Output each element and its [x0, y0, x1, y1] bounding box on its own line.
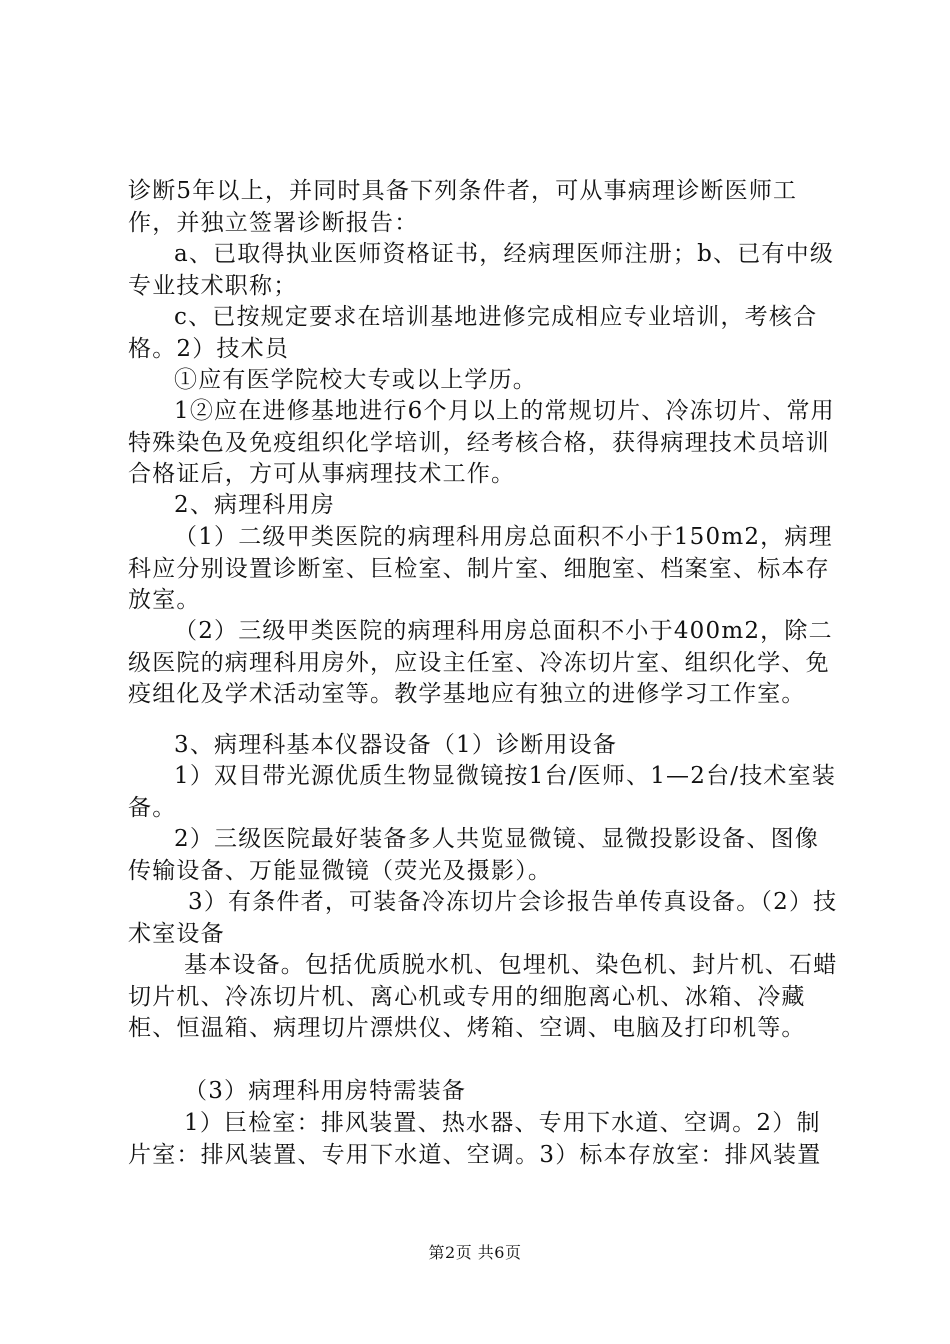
paragraph-condition-a-b: a、已取得执业医师资格证书，经病理医师注册；b、已有中级专业技术职称；	[128, 241, 835, 299]
paragraph-rooms-level2: （1）二级甲类医院的病理科用房总面积不小于150m2，病理科应分别设置诊断室、巨检室、制片室、细胞室、档案室、标本存放室。	[128, 524, 833, 613]
heading-equipment: 3、病理科基本仪器设备（1）诊断用设备	[174, 732, 618, 758]
paragraph-level3-equipment: 2）三级医院最好装备多人共览显微镜、显微投影设备、图像传输设备、万能显微镜（荧光及摄影）。	[128, 826, 820, 884]
paragraph-technician-education: ①应有医学院校大专或以上学历。	[174, 367, 537, 393]
heading-special-equipment: （3）病理科用房特需装备	[184, 1078, 467, 1104]
paragraph-special-equipment: 1）巨检室：排风装置、热水器、专用下水道、空调。2）制片室：排风装置、专用下水道、空调。3）标本存放室：排风装置	[128, 1110, 822, 1168]
paragraph-fax-equipment: 3）有条件者，可装备冷冻切片会诊报告单传真设备。（2）技术室设备	[128, 889, 838, 947]
heading-rooms: 2、病理科用房	[174, 492, 336, 518]
paragraph-rooms-level3: （2）三级甲类医院的病理科用房总面积不小于400m2，除二级医院的病理科用房外，应设主任室、冷冻切片室、组织化学、免疫组化及学术活动室等。教学基地应有独立的进修学习工作室。	[128, 618, 833, 707]
paragraph-diagnosis-years: 诊断5年以上，并同时具备下列条件者，可从事病理诊断医师工作，并独立签署诊断报告：	[128, 178, 798, 236]
paragraph-technician-training: 1②应在进修基地进行6个月以上的常规切片、冷冻切片、常用特殊染色及免疫组织化学培训，经考核合格，获得病理技术员培训合格证后，方可从事病理技术工作。	[128, 398, 835, 487]
page-footer: 第2页 共6页	[428, 1243, 522, 1262]
paragraph-basic-equipment: 基本设备。包括优质脱水机、包埋机、染色机、封片机、石蜡切片机、冷冻切片机、离心机或专用的细胞离心机、冰箱、冷藏柜、恒温箱、病理切片漂烘仪、烤箱、空调、电脑及打印机等。	[128, 952, 838, 1041]
paragraph-condition-c: c、已按规定要求在培训基地进修完成相应专业培训，考核合格。2）技术员	[128, 304, 818, 362]
paragraph-microscope: 1）双目带光源优质生物显微镜按1台/医师、1—2台/技术室装备。	[128, 763, 837, 821]
